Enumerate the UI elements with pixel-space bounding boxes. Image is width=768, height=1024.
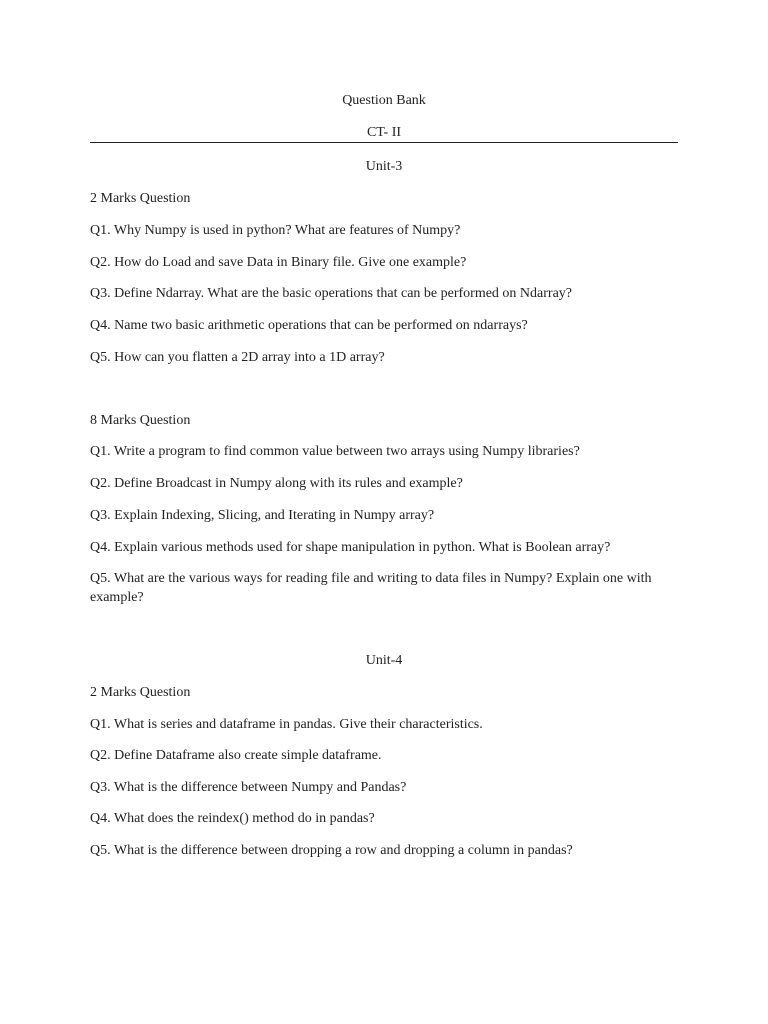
unit-3-8-marks-q2: Q2. Define Broadcast in Numpy along with its rules and example? — [90, 476, 463, 491]
unit-3-2-marks-q2: Q2. How do Load and save Data in Binary file. Give one example? — [90, 255, 467, 270]
header-divider — [90, 142, 678, 143]
unit-4-2-marks-q3: Q3. What is the difference between Numpy and Pandas? — [90, 780, 407, 795]
document-title: Question Bank — [342, 93, 426, 108]
unit-3-2-marks-heading: 2 Marks Question — [90, 191, 191, 206]
unit-4-2-marks-q5: Q5. What is the difference between dropping a row and dropping a column in pandas? — [90, 843, 573, 858]
unit-3-8-marks-q3: Q3. Explain Indexing, Slicing, and Iterating in Numpy array? — [90, 508, 435, 523]
unit-4-title: Unit-4 — [365, 653, 403, 668]
unit-3-2-marks-q3: Q3. Define Ndarray. What are the basic operations that can be performed on Ndarray? — [90, 286, 573, 301]
unit-3-2-marks-q1: Q1. Why Numpy is used in python? What are features of Numpy? — [90, 223, 461, 238]
unit-3-8-marks-q4: Q4. Explain various methods used for shape manipulation in python. What is Boolean array? — [90, 540, 611, 555]
unit-3-8-marks-q5: Q5. What are the various ways for reading file and writing to data files in Numpy? Explain one with example? — [90, 571, 652, 605]
unit-4-2-marks-q1: Q1. What is series and dataframe in pandas. Give their characteristics. — [90, 717, 483, 732]
unit-3-8-marks-heading: 8 Marks Question — [90, 413, 191, 428]
unit-4-2-marks-q2: Q2. Define Dataframe also create simple dataframe. — [90, 748, 382, 763]
document-subtitle: CT- II — [366, 125, 402, 140]
unit-3-title: Unit-3 — [365, 159, 403, 174]
unit-3-2-marks-q4: Q4. Name two basic arithmetic operations that can be performed on ndarrays? — [90, 318, 528, 333]
unit-4-2-marks-heading: 2 Marks Question — [90, 685, 191, 700]
unit-4-2-marks-q4: Q4. What does the reindex() method do in pandas? — [90, 811, 375, 826]
unit-3-2-marks-q5: Q5. How can you flatten a 2D array into a 1D array? — [90, 350, 385, 365]
unit-3-8-marks-q1: Q1. Write a program to find common value between two arrays using Numpy libraries? — [90, 444, 580, 459]
